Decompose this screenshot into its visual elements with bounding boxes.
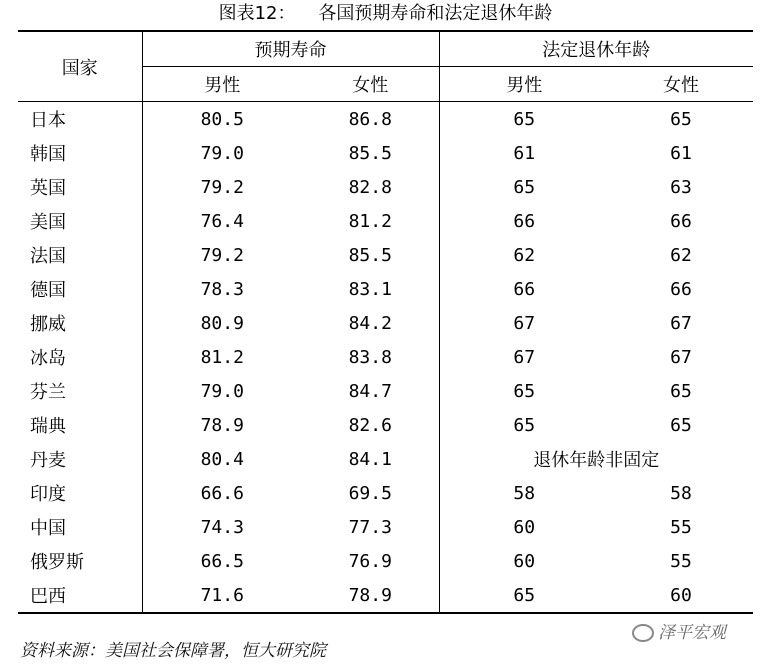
table-row	[18, 306, 753, 340]
table-row	[18, 340, 753, 374]
le-female-cell: 84.7	[302, 374, 439, 408]
le-male-cell: 80.4	[200, 448, 244, 470]
ra-female-cell: 66	[670, 210, 692, 232]
le-male-cell: 80.9	[200, 312, 244, 334]
ra-female-cell: 65	[670, 380, 692, 402]
country-cell: 印度	[18, 476, 142, 510]
country-cell: 挪威	[18, 306, 142, 340]
le-male-cell: 79.0	[200, 142, 244, 164]
le-male-cell: 79.0	[200, 380, 244, 402]
country-cell: 芬兰	[18, 374, 142, 408]
table-caption: 图表12： 各国预期寿命和法定退休年龄	[218, 3, 553, 24]
table-row	[18, 476, 753, 510]
le-female-cell: 83.8	[302, 340, 439, 374]
le-male-cell: 76.4	[200, 210, 244, 232]
ra-male-cell: 65	[513, 176, 536, 198]
header-le-female: 女性	[302, 67, 439, 102]
ra-female-cell: 61	[670, 142, 692, 164]
header-le-male: 男性	[142, 67, 302, 102]
le-female-cell: 81.2	[302, 204, 439, 238]
country-cell: 日本	[18, 102, 142, 137]
country-cell: 德国	[18, 272, 142, 306]
le-female-cell: 69.5	[302, 476, 439, 510]
le-male-cell: 66.5	[200, 550, 244, 572]
table-row	[18, 272, 753, 306]
ra-male-cell: 67	[513, 346, 536, 368]
table-row	[18, 374, 753, 408]
country-cell: 俄罗斯	[18, 544, 142, 578]
watermark	[632, 618, 726, 643]
le-male-cell: 66.6	[200, 482, 244, 504]
ra-female-cell: 60	[670, 584, 692, 606]
source-note: 资料来源：美国社会保障署，恒大研究院	[20, 641, 326, 661]
table-row	[18, 170, 753, 204]
le-male-cell: 79.2	[200, 176, 244, 198]
le-female-cell: 83.1	[302, 272, 439, 306]
ra-female-cell: 62	[670, 244, 692, 266]
header-country: 国家	[18, 31, 142, 102]
le-male-cell: 80.5	[200, 108, 244, 130]
ra-male-cell: 62	[513, 244, 536, 266]
le-female-cell: 85.5	[302, 136, 439, 170]
header-life-expectancy: 预期寿命	[142, 31, 439, 67]
ra-male-cell: 65	[513, 584, 536, 606]
watermark-text: 泽平宏观	[658, 623, 726, 643]
table-row	[18, 408, 753, 442]
ra-female-cell: 55	[670, 550, 692, 572]
table-row	[18, 238, 753, 272]
le-female-cell: 78.9	[302, 578, 439, 613]
le-female-cell: 82.8	[302, 170, 439, 204]
ra-male-cell: 65	[513, 108, 536, 130]
country-cell: 韩国	[18, 136, 142, 170]
country-cell: 法国	[18, 238, 142, 272]
header-retirement-age: 法定退休年龄	[439, 31, 753, 67]
ra-female-cell: 67	[670, 346, 692, 368]
ra-male-cell: 67	[513, 312, 536, 334]
ra-male-cell: 58	[513, 482, 536, 504]
le-male-cell: 74.3	[200, 516, 244, 538]
le-male-cell: 71.6	[200, 584, 244, 606]
retirement-note-cell: 退休年龄非固定	[533, 450, 660, 471]
le-female-cell: 84.1	[302, 442, 439, 476]
ra-female-cell: 58	[670, 482, 692, 504]
ra-male-cell: 61	[513, 142, 536, 164]
life-expectancy-retirement-table	[18, 30, 753, 614]
ra-female-cell: 55	[670, 516, 692, 538]
table-row	[18, 102, 753, 137]
country-cell: 丹麦	[18, 442, 142, 476]
ra-female-cell: 65	[670, 414, 692, 436]
table-row	[18, 204, 753, 238]
table-row	[18, 136, 753, 170]
le-male-cell: 81.2	[200, 346, 244, 368]
ra-male-cell: 66	[513, 278, 536, 300]
header-ra-male: 男性	[439, 67, 609, 102]
wechat-icon	[632, 624, 654, 642]
country-cell: 中国	[18, 510, 142, 544]
ra-female-cell: 65	[670, 108, 692, 130]
table-row	[18, 442, 753, 476]
le-female-cell: 76.9	[302, 544, 439, 578]
le-female-cell: 85.5	[302, 238, 439, 272]
country-cell: 巴西	[18, 578, 142, 613]
ra-male-cell: 65	[513, 380, 536, 402]
le-male-cell: 78.3	[200, 278, 244, 300]
table-row	[18, 510, 753, 544]
ra-male-cell: 60	[513, 550, 536, 572]
ra-male-cell: 66	[513, 210, 536, 232]
country-cell: 冰岛	[18, 340, 142, 374]
le-female-cell: 84.2	[302, 306, 439, 340]
ra-male-cell: 60	[513, 516, 536, 538]
ra-female-cell: 67	[670, 312, 692, 334]
le-female-cell: 82.6	[302, 408, 439, 442]
country-cell: 瑞典	[18, 408, 142, 442]
le-female-cell: 77.3	[302, 510, 439, 544]
ra-male-cell: 65	[513, 414, 536, 436]
table-row	[18, 544, 753, 578]
le-male-cell: 78.9	[200, 414, 244, 436]
country-cell: 英国	[18, 170, 142, 204]
ra-female-cell: 63	[670, 176, 692, 198]
le-male-cell: 79.2	[200, 244, 244, 266]
header-ra-female: 女性	[609, 67, 753, 102]
ra-female-cell: 66	[670, 278, 692, 300]
table-body	[18, 102, 753, 614]
table-row	[18, 578, 753, 613]
le-female-cell: 86.8	[302, 102, 439, 137]
country-cell: 美国	[18, 204, 142, 238]
